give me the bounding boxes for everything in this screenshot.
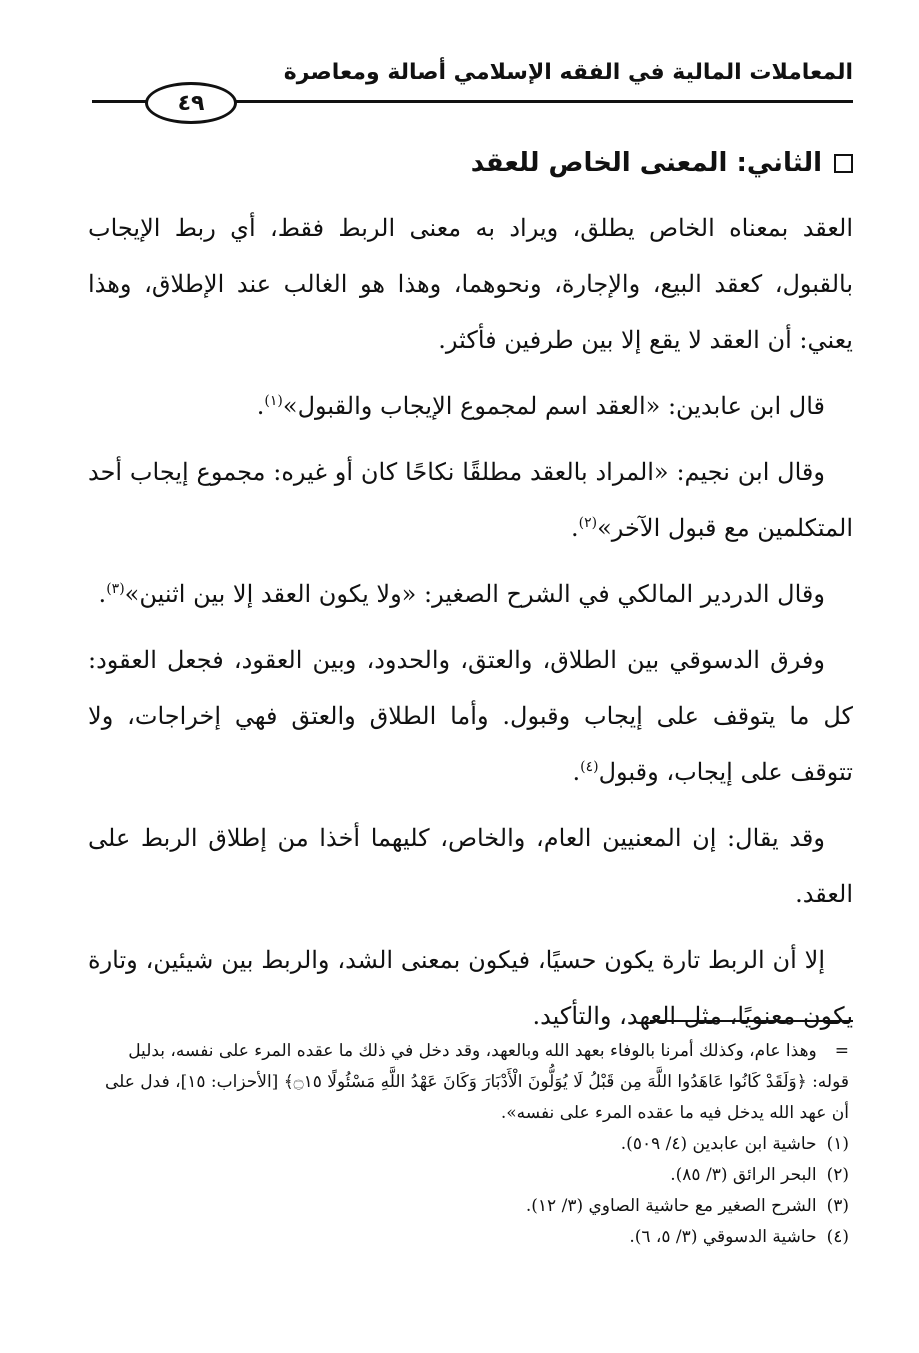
footnote-rule <box>650 1020 853 1022</box>
footnote-text: حاشية ابن عابدين (٤/ ٥٠٩). <box>620 1134 817 1154</box>
footnote-continuation: =وهذا عام، وكذلك أمرنا بالوفاء بعهد الله وبالعهد، وقد دخل في ذلك ما عقده المرء على نفسه، بدليل قوله: ﴿وَلَقَدْ كَانُوا عَاهَدُوا اللَّهَ مِن قَبْلُ لَا يُوَلُّونَ الْأَدْبَارَ وَكَانَ عَهْدُ اللَّهِ مَسْئُولًا ۝١٥﴾ [الأحزاب: ١٥]، فدل على أن عهد الله يدخل فيه ما عقده المرء على نفسه». <box>104 1041 849 1123</box>
footnote-item <box>90 1222 849 1253</box>
continuation-mark: = <box>834 1041 849 1061</box>
footnote-text: حاشية الدسوقي (٣/ ٥، ٦). <box>629 1227 817 1247</box>
paragraph: العقد بمعناه الخاص يطلق، ويراد به معنى الربط فقط، أي ربط الإيجاب بالقبول، كعقد البيع، والإجارة، ونحوهما، وهذا هو الغالب عند الإطلاق، وهذا يعني: أن العقد لا يقع إلا بين طرفين فأكثر. <box>88 214 853 354</box>
body-text <box>88 200 853 1054</box>
footnote-number: (٣) <box>826 1196 849 1216</box>
section-heading-text: الثاني: المعنى الخاص للعقد <box>470 148 822 178</box>
paragraph: وقال الدردير المالكي في الشرح الصغير: «ولا يكون العقد إلا بين اثنين»$^{(٣)}$. <box>98 580 825 608</box>
footnote-marker[interactable]: (٢) <box>578 515 598 531</box>
footnote-number: (٤) <box>826 1227 849 1247</box>
square-bullet-icon <box>834 154 853 173</box>
footnote-number: (١) <box>826 1134 849 1154</box>
footnotes <box>90 1036 849 1253</box>
footnote-marker[interactable]: (٣) <box>106 581 125 597</box>
section-heading <box>471 148 853 178</box>
running-title: المعاملات المالية في الفقه الإسلامي أصالة ومعاصرة <box>283 60 853 85</box>
paragraph: وفرق الدسوقي بين الطلاق، والعتق، والحدود، وبين العقود، فجعل العقود: كل ما يتوقف على إيجاب وقبول. وأما الطلاق والعتق فهي إخراجات، ولا تتوقف على إيجاب، وقبول$^{(٤)}$. <box>88 646 853 786</box>
footnote-text: الشرح الصغير مع حاشية الصاوي (٣/ ١٢). <box>525 1196 817 1216</box>
paragraph: وقد يقال: إن المعنيين العام، والخاص، كليهما أخذا من إطلاق الربط على العقد. <box>88 824 853 908</box>
paragraph: قال ابن عابدين: «العقد اسم لمجموع الإيجاب والقبول»$^{(١)}$. <box>256 392 825 420</box>
paragraph: إلا أن الربط تارة يكون حسيًا، فيكون بمعنى الشد، والربط بين شيئين، وتارة يكون معنويًا، مثل العهد، والتأكيد. <box>88 946 853 1030</box>
footnote-marker[interactable]: (٤) <box>580 759 599 775</box>
footnote-item <box>90 1129 849 1160</box>
footnote-text: البحر الرائق (٣/ ٨٥). <box>670 1165 817 1185</box>
footnote-item <box>90 1160 849 1191</box>
footnote-marker[interactable]: (١) <box>264 393 283 409</box>
paragraph: وقال ابن نجيم: «المراد بالعقد مطلقًا نكاحًا كان أو غيره: مجموع إيجاب أحد المتكلمين مع قبول الآخر»$^{(٢)}$. <box>88 458 853 542</box>
footnote-number: (٢) <box>826 1165 849 1185</box>
footnote-item <box>90 1191 849 1222</box>
page-number: ٤٩ <box>145 82 237 124</box>
